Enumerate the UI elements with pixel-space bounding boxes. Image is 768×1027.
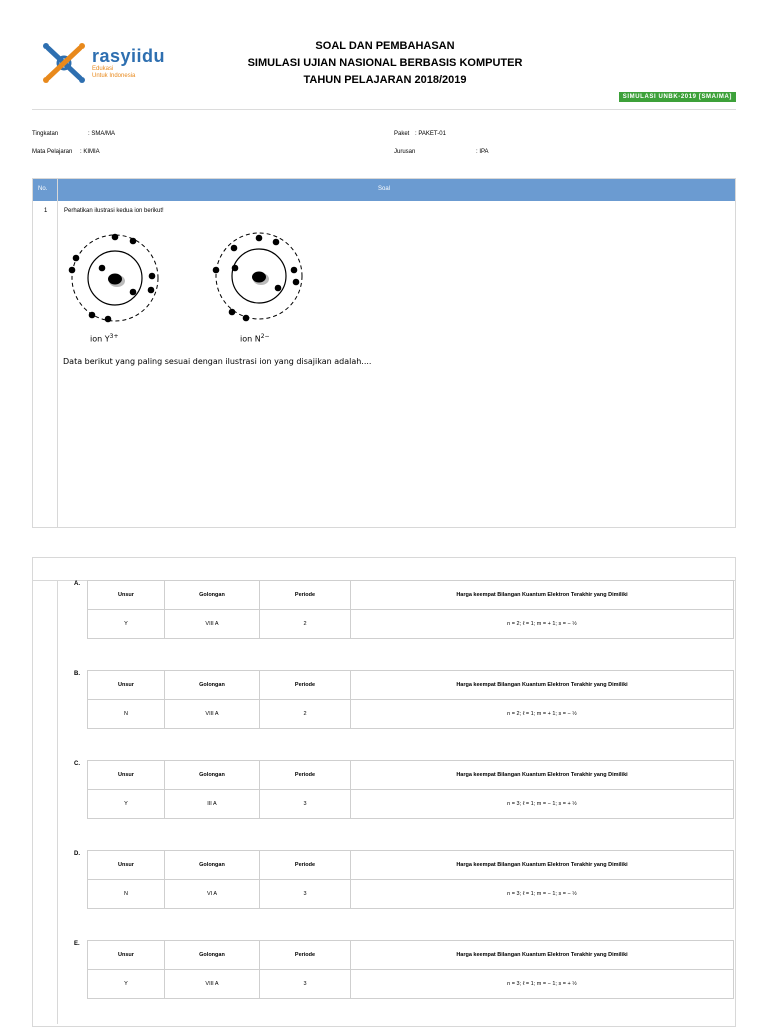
- table-row: [88, 880, 734, 909]
- col-golongan: Golongan: [165, 851, 260, 880]
- logo-tagline-2: Untuk Indonesia: [92, 73, 136, 79]
- cell-unsur: Y: [88, 610, 165, 639]
- question-column-divider: [57, 179, 58, 527]
- logo-tagline: [92, 66, 135, 80]
- cell-harga: n = 2; ℓ = 1; m = + 1; s = − ½: [351, 700, 734, 729]
- cell-golongan: VI A: [165, 880, 260, 909]
- col-harga: Harga keempat Bilangan Kuantum Elektron Terakhir yang Dimiliki: [351, 851, 734, 880]
- ion-n-symbol: ion N: [240, 334, 261, 344]
- table-header-row: [88, 581, 734, 610]
- title-line-1: SOAL DAN PEMBAHASAN: [315, 40, 455, 52]
- option-b-table: [87, 670, 734, 729]
- question-intro: Perhatikan ilustrasi kedua ion berikut!: [64, 208, 164, 214]
- answers-column-divider: [57, 580, 58, 1024]
- table-header-row: [88, 851, 734, 880]
- col-unsur: Unsur: [88, 761, 165, 790]
- option-c-letter[interactable]: C.: [74, 761, 80, 767]
- col-periode: Periode: [260, 941, 351, 970]
- col-periode: Periode: [260, 671, 351, 700]
- simulation-badge: SIMULASI UNBK-2019 [SMA/MA]: [619, 92, 736, 102]
- col-unsur: Unsur: [88, 581, 165, 610]
- tingkatan-label: Tingkatan: [32, 131, 59, 137]
- col-periode: Periode: [260, 761, 351, 790]
- cell-golongan: VIII A: [165, 610, 260, 639]
- col-periode: Periode: [260, 851, 351, 880]
- col-golongan: Golongan: [165, 671, 260, 700]
- table-row: [88, 700, 734, 729]
- table-header-row: [88, 941, 734, 970]
- option-d-table: [87, 850, 734, 909]
- option-e-table: [87, 940, 734, 999]
- ion-y-symbol: ion Y: [90, 334, 110, 344]
- col-harga: Harga keempat Bilangan Kuantum Elektron Terakhir yang Dimiliki: [351, 581, 734, 610]
- col-harga: Harga keempat Bilangan Kuantum Elektron Terakhir yang Dimiliki: [351, 761, 734, 790]
- question-header: [33, 179, 735, 201]
- table-header-row: [88, 671, 734, 700]
- col-unsur: Unsur: [88, 851, 165, 880]
- cell-harga: n = 2; ℓ = 1; m = + 1; s = − ½: [351, 610, 734, 639]
- col-harga: Harga keempat Bilangan Kuantum Elektron Terakhir yang Dimiliki: [351, 671, 734, 700]
- title-line-3: TAHUN PELAJARAN 2018/2019: [303, 74, 467, 86]
- question-number: 1: [44, 208, 48, 214]
- table-row: [88, 790, 734, 819]
- jurusan-label: Jurusan: [394, 149, 416, 155]
- option-d-letter[interactable]: D.: [74, 851, 80, 857]
- option-a-letter[interactable]: A.: [74, 581, 80, 587]
- option-c-table: [87, 760, 734, 819]
- cell-golongan: III A: [165, 790, 260, 819]
- cell-harga: n = 3; ℓ = 1; m = − 1; s = + ½: [351, 970, 734, 999]
- document-title: [230, 38, 540, 89]
- jurusan-value: : IPA: [476, 149, 489, 155]
- option-a-table: [87, 580, 734, 639]
- col-golongan: Golongan: [165, 761, 260, 790]
- paket-value: : PAKET-01: [415, 131, 446, 137]
- nucleus: [252, 272, 266, 283]
- logo: [40, 40, 170, 88]
- tingkatan-value: : SMA/MA: [88, 131, 116, 137]
- logo-tagline-1: Edukasi: [92, 66, 114, 72]
- col-unsur: Unsur: [88, 671, 165, 700]
- option-e-letter[interactable]: E.: [74, 941, 80, 947]
- ion-y-charge: 3+: [109, 333, 119, 340]
- question-box: [32, 178, 736, 528]
- col-harga: Harga keempat Bilangan Kuantum Elektron Terakhir yang Dimiliki: [351, 941, 734, 970]
- col-golongan: Golongan: [165, 941, 260, 970]
- paket-label: Paket: [394, 131, 410, 137]
- cell-periode: 3: [260, 790, 351, 819]
- cell-periode: 2: [260, 610, 351, 639]
- header-divider: [32, 109, 736, 110]
- col-golongan: Golongan: [165, 581, 260, 610]
- ion-n-illustration: [208, 230, 308, 322]
- cell-golongan: VIII A: [165, 970, 260, 999]
- logo-name: rasyiidu: [92, 46, 166, 66]
- col-periode: Periode: [260, 581, 351, 610]
- ion-y-label: [90, 333, 118, 344]
- cell-periode: 3: [260, 880, 351, 909]
- logo-icon: [40, 40, 88, 86]
- cell-unsur: Y: [88, 790, 165, 819]
- nucleus: [108, 274, 122, 285]
- mapel-value: : KIMIA: [80, 149, 100, 155]
- cell-periode: 2: [260, 700, 351, 729]
- header-soal: Soal: [377, 186, 390, 192]
- table-row: [88, 970, 734, 999]
- header-no: No.: [38, 186, 48, 192]
- ion-y-illustration: [64, 232, 164, 324]
- col-unsur: Unsur: [88, 941, 165, 970]
- cell-harga: n = 3; ℓ = 1; m = − 1; s = + ½: [351, 790, 734, 819]
- cell-unsur: Y: [88, 970, 165, 999]
- cell-unsur: N: [88, 880, 165, 909]
- cell-harga: n = 3; ℓ = 1; m = − 1; s = − ½: [351, 880, 734, 909]
- option-b-letter[interactable]: B.: [74, 671, 80, 677]
- question-stem: Data berikut yang paling sesuai dengan ilustrasi ion yang disajikan adalah....: [63, 357, 372, 366]
- table-row: [88, 610, 734, 639]
- ion-n-charge: 2−: [260, 333, 270, 340]
- mapel-label: Mata Pelajaran: [32, 149, 73, 155]
- cell-periode: 3: [260, 970, 351, 999]
- cell-golongan: VIII A: [165, 700, 260, 729]
- ion-n-label: [240, 333, 270, 344]
- table-header-row: [88, 761, 734, 790]
- title-line-2: SIMULASI UJIAN NASIONAL BERBASIS KOMPUTER: [247, 57, 523, 69]
- cell-unsur: N: [88, 700, 165, 729]
